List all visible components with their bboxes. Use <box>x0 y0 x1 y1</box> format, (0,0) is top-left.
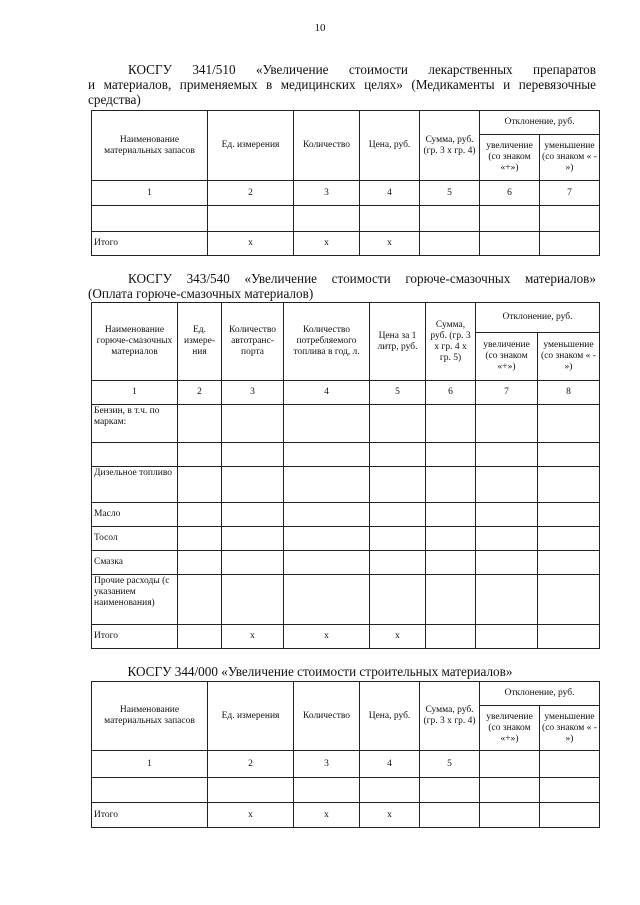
table-cell[interactable] <box>208 778 294 803</box>
s2-row-other <box>92 575 600 625</box>
table-cell[interactable] <box>360 778 420 803</box>
table-cell[interactable] <box>538 405 600 443</box>
table-cell[interactable] <box>370 405 426 443</box>
s2-col-number: 2 <box>178 381 222 405</box>
table-cell[interactable] <box>480 206 540 232</box>
s3-header-name: Наименование материальных запасов <box>92 682 208 751</box>
table-cell[interactable] <box>420 778 480 803</box>
s3-empty-row <box>92 778 600 803</box>
s3-header-deviation: Отклонение, руб. <box>480 682 600 706</box>
s1-col-number: 2 <box>208 181 294 206</box>
section1-heading-line3: средства) <box>88 92 141 107</box>
table-cell[interactable] <box>370 467 426 503</box>
table-cell[interactable] <box>480 232 540 256</box>
table-cell[interactable] <box>92 443 178 467</box>
s2-row-label: Масло <box>92 503 178 527</box>
table-cell[interactable] <box>178 467 222 503</box>
s2-total-price: х <box>370 625 426 649</box>
s3-header-sum: Сумма, руб. (гр. 3 х гр. 4) <box>420 682 480 751</box>
s2-total-vehicles: х <box>222 625 284 649</box>
table-cell[interactable] <box>538 503 600 527</box>
table-cell[interactable] <box>294 778 360 803</box>
s3-total-unit: х <box>208 803 294 828</box>
page-number: 10 <box>314 22 326 34</box>
s2-header-price: Цена за 1 литр, руб. <box>370 303 426 381</box>
s1-total-label: Итого <box>92 232 208 256</box>
table-cell[interactable] <box>426 527 476 551</box>
s2-total-label: Итого <box>92 625 178 649</box>
table-cell[interactable] <box>370 575 426 625</box>
section1-table <box>91 110 600 256</box>
s2-col-number: 1 <box>92 381 178 405</box>
s3-total-quantity: х <box>294 803 360 828</box>
table-cell[interactable] <box>426 503 476 527</box>
table-cell[interactable] <box>222 405 284 443</box>
s2-total-row <box>92 625 600 649</box>
table-cell[interactable] <box>370 503 426 527</box>
s3-total-row <box>92 803 600 828</box>
s1-total-quantity: х <box>294 232 360 256</box>
s1-col-number: 4 <box>360 181 420 206</box>
s3-total-label: Итого <box>92 803 208 828</box>
s1-header-price: Цена, руб. <box>360 111 420 181</box>
section3-heading: КОСГУ 344/000 «Увеличение стоимости строительных материалов» <box>127 664 513 679</box>
s1-empty-row <box>92 206 600 232</box>
table-cell[interactable] <box>92 206 208 232</box>
table-cell[interactable] <box>420 232 480 256</box>
s2-col-number: 3 <box>222 381 284 405</box>
table-cell[interactable] <box>476 625 538 649</box>
s2-header-deviation: Отклонение, руб. <box>476 303 600 333</box>
s2-row-antifreeze <box>92 527 600 551</box>
s2-col-numbers-row <box>92 381 600 405</box>
table-cell[interactable] <box>476 527 538 551</box>
section2-heading-line2: (Оплата горюче-смазочных материалов) <box>88 286 314 301</box>
table-cell[interactable] <box>178 625 222 649</box>
table-cell[interactable] <box>476 575 538 625</box>
table-cell[interactable] <box>294 206 360 232</box>
s2-row-oil <box>92 503 600 527</box>
s2-col-number: 6 <box>426 381 476 405</box>
s2-row-label: Дизельное топливо <box>92 467 178 503</box>
table-cell[interactable] <box>426 551 476 575</box>
table-cell[interactable] <box>284 551 370 575</box>
table-cell[interactable] <box>480 803 540 828</box>
s2-header-vehicles: Количество автотранс-порта <box>222 303 284 381</box>
s3-col-number: 2 <box>208 751 294 778</box>
s3-total-price: х <box>360 803 420 828</box>
s3-col-number: 5 <box>420 751 480 778</box>
table-cell[interactable] <box>420 803 480 828</box>
s2-row-label: Прочие расходы (с указанием наименования) <box>92 575 178 625</box>
s3-col-number: 3 <box>294 751 360 778</box>
s2-col-number: 4 <box>284 381 370 405</box>
s2-header-fuel: Количество потребляемого топлива в год, л. <box>284 303 370 381</box>
s2-total-fuel: х <box>284 625 370 649</box>
table-cell[interactable] <box>538 625 600 649</box>
table-cell[interactable] <box>178 503 222 527</box>
s2-row-diesel <box>92 467 600 503</box>
section1-heading <box>88 62 596 107</box>
table-cell[interactable] <box>476 551 538 575</box>
s2-header-sum: Сумма, руб. (гр. 3 х гр. 4 х гр. 5) <box>426 303 476 381</box>
s1-header-increase: увеличение (со знаком «+») <box>480 135 540 181</box>
s2-col-number: 8 <box>538 381 600 405</box>
table-cell[interactable] <box>178 551 222 575</box>
table-cell[interactable] <box>426 575 476 625</box>
table-cell[interactable] <box>222 443 284 467</box>
table-cell[interactable] <box>476 467 538 503</box>
s2-col-number: 7 <box>476 381 538 405</box>
s1-col-number: 6 <box>480 181 540 206</box>
table-cell[interactable] <box>538 467 600 503</box>
s2-col-number: 5 <box>370 381 426 405</box>
s2-header-increase: увеличение (со знаком «+») <box>476 333 538 381</box>
table-cell[interactable] <box>178 575 222 625</box>
s1-col-numbers-row <box>92 181 600 206</box>
section2-heading <box>88 271 596 301</box>
table-cell[interactable] <box>540 206 600 232</box>
s1-col-number: 5 <box>420 181 480 206</box>
s3-col-numbers-row <box>92 751 600 778</box>
s2-row-label: Смазка <box>92 551 178 575</box>
table-cell[interactable] <box>92 778 208 803</box>
table-cell[interactable] <box>222 503 284 527</box>
table-cell[interactable] <box>284 527 370 551</box>
s2-row-label: Бензин, в т.ч. по маркам: <box>92 405 178 443</box>
table-cell[interactable] <box>540 803 600 828</box>
table-cell[interactable] <box>178 405 222 443</box>
table-cell[interactable] <box>370 551 426 575</box>
s1-header-unit: Ед. измерения <box>208 111 294 181</box>
table-cell[interactable] <box>222 575 284 625</box>
section3-table <box>91 681 600 828</box>
s2-row-empty <box>92 443 600 467</box>
table-cell[interactable] <box>540 232 600 256</box>
s1-header-name: Наименование материальных запасов <box>92 111 208 181</box>
s1-total-price: х <box>360 232 420 256</box>
s1-total-unit: х <box>208 232 294 256</box>
table-cell[interactable] <box>480 778 540 803</box>
table-cell[interactable] <box>538 575 600 625</box>
s1-header-sum: Сумма, руб. (гр. 3 х гр. 4) <box>420 111 480 181</box>
table-cell[interactable] <box>540 751 600 778</box>
s3-header-unit: Ед. измерения <box>208 682 294 751</box>
s3-header-price: Цена, руб. <box>360 682 420 751</box>
table-cell[interactable] <box>426 443 476 467</box>
s2-row-label: Тосол <box>92 527 178 551</box>
table-cell[interactable] <box>284 405 370 443</box>
s1-col-number: 3 <box>294 181 360 206</box>
section1-heading-line2: и материалов, применяемых в медицинских целях» (Медикаменты и перевязочные <box>88 77 596 92</box>
s2-header-decrease: уменьшение (со знаком « - ») <box>538 333 600 381</box>
table-cell[interactable] <box>222 551 284 575</box>
table-cell[interactable] <box>426 625 476 649</box>
table-cell[interactable] <box>426 467 476 503</box>
section2-table <box>91 302 600 649</box>
s1-col-number: 1 <box>92 181 208 206</box>
section2-heading-line1: КОСГУ 343/540 «Увеличение стоимости горюче-смазочных материалов» <box>128 271 596 286</box>
section1-heading-line1: КОСГУ 341/510 «Увеличение стоимости лекарственных препаратов <box>128 62 596 77</box>
table-cell[interactable] <box>360 206 420 232</box>
table-cell[interactable] <box>284 503 370 527</box>
table-cell[interactable] <box>476 405 538 443</box>
table-cell[interactable] <box>426 405 476 443</box>
table-cell[interactable] <box>476 443 538 467</box>
s3-col-number: 1 <box>92 751 208 778</box>
s1-header-decrease: уменьшение (со знаком « - ») <box>540 135 600 181</box>
table-cell[interactable] <box>178 527 222 551</box>
table-cell[interactable] <box>222 527 284 551</box>
table-cell[interactable] <box>480 751 540 778</box>
table-cell[interactable] <box>420 206 480 232</box>
table-cell[interactable] <box>538 527 600 551</box>
s2-row-petrol <box>92 405 600 443</box>
s1-total-row <box>92 232 600 256</box>
table-cell[interactable] <box>208 206 294 232</box>
table-cell[interactable] <box>476 503 538 527</box>
s2-header-name: Наименование горюче-смазочных материалов <box>92 303 178 381</box>
table-cell[interactable] <box>284 443 370 467</box>
table-cell[interactable] <box>538 551 600 575</box>
table-cell[interactable] <box>370 443 426 467</box>
s1-col-number: 7 <box>540 181 600 206</box>
s2-header-unit: Ед. измере-ния <box>178 303 222 381</box>
s3-header-quantity: Количество <box>294 682 360 751</box>
table-cell[interactable] <box>178 443 222 467</box>
s1-header-quantity: Количество <box>294 111 360 181</box>
table-cell[interactable] <box>540 778 600 803</box>
table-cell[interactable] <box>538 443 600 467</box>
s1-header-deviation: Отклонение, руб. <box>480 111 600 135</box>
s2-row-grease <box>92 551 600 575</box>
s3-header-increase: увеличение (со знаком «+») <box>480 706 540 751</box>
table-cell[interactable] <box>222 467 284 503</box>
s3-header-decrease: уменьшение (со знаком « - ») <box>540 706 600 751</box>
table-cell[interactable] <box>284 575 370 625</box>
table-cell[interactable] <box>284 467 370 503</box>
s3-col-number: 4 <box>360 751 420 778</box>
table-cell[interactable] <box>370 527 426 551</box>
